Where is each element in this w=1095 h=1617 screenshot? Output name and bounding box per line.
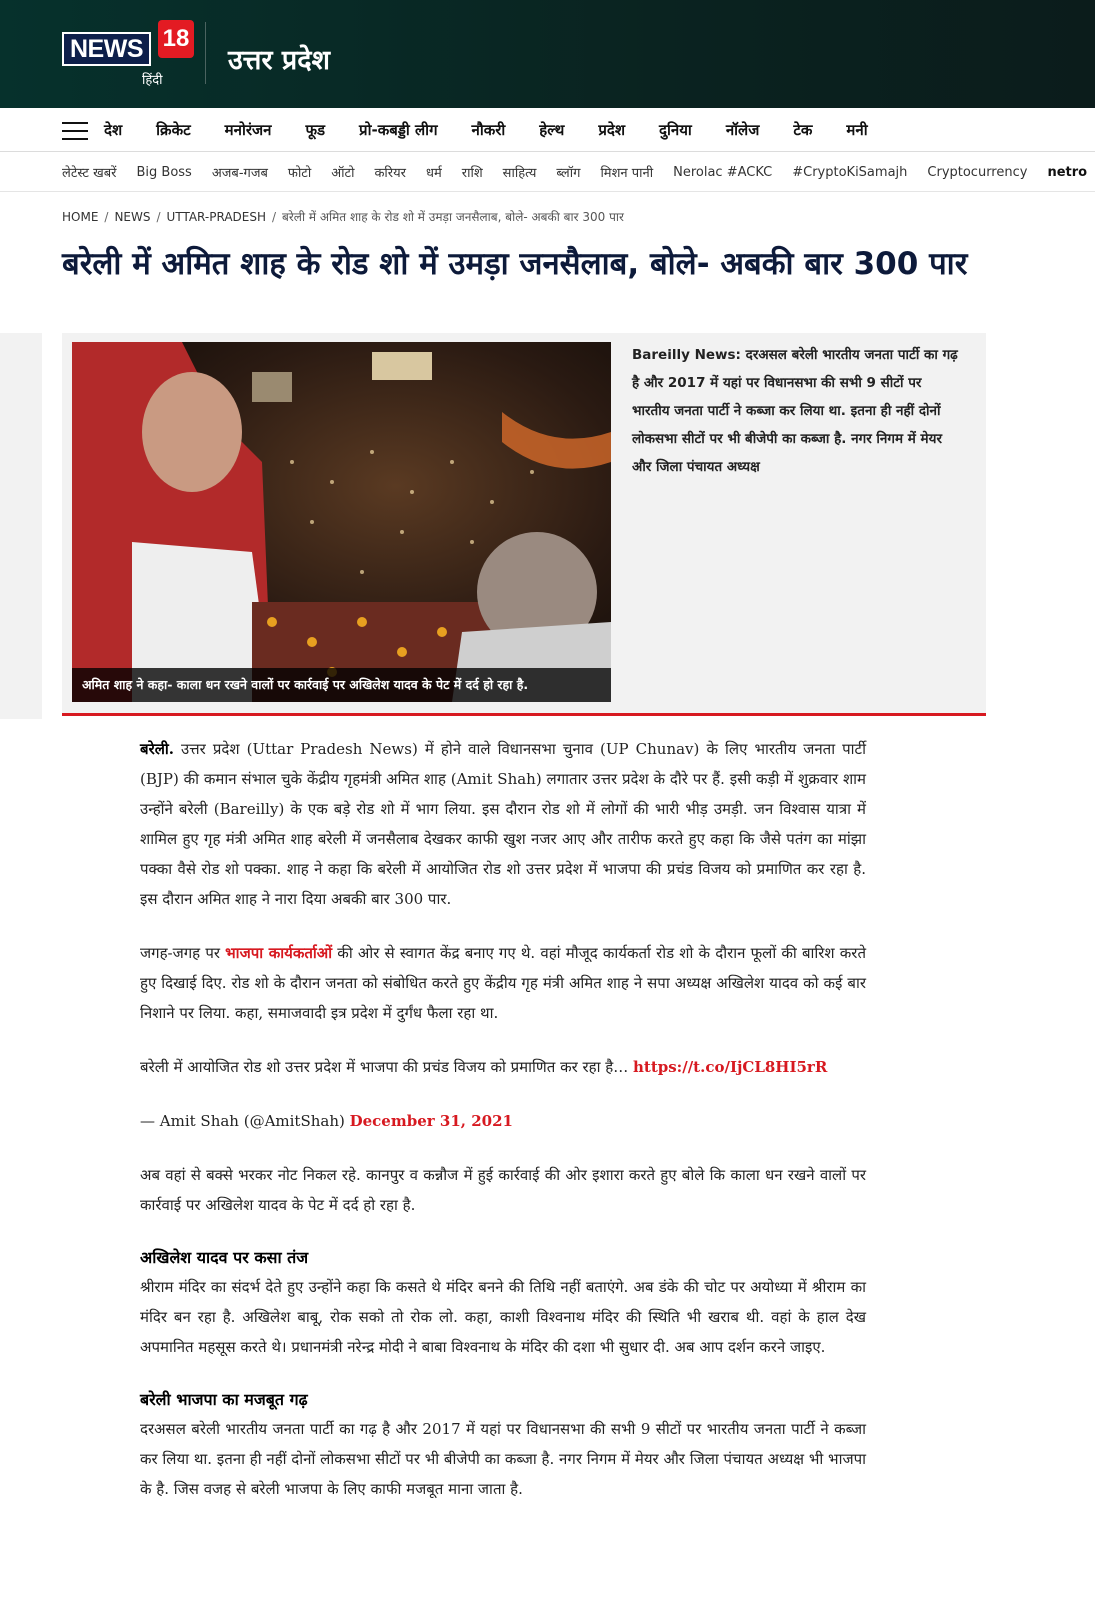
tweet-link[interactable]: https://t.co/IjCL8HI5rR xyxy=(632,1058,828,1076)
logo-hindi-text: हिंदी xyxy=(142,73,163,88)
nav-item[interactable]: मनोरंजन xyxy=(224,121,272,139)
secondary-nav-item[interactable]: राशि xyxy=(461,166,483,181)
paragraph-1 xyxy=(140,734,866,914)
secondary-nav-item[interactable]: अजब-गजब xyxy=(211,166,268,181)
secondary-nav-item[interactable]: धर्म xyxy=(425,166,442,181)
subheading-2-text: दरअसल बरेली भारतीय जनता पार्टी का गढ़ है और 2017 में यहां पर विधानसभा की सभी 9 सीटों पर भारतीय जनता पार्टी ने कब्जा कर लिया था. इतना ही नहीं दोनों लोकसभा सीटों पर भी बीजेपी का कब्जा है. नगर निगम में मेयर और जिला पंचायत अध्यक्ष भी भाजपा के है. जिस वजह से बरेली भाजपा के लिए काफी मजबूत माना जाता है. xyxy=(140,1420,866,1498)
news18-logo[interactable] xyxy=(62,20,192,88)
secondary-nav-item[interactable]: मिशन पानी xyxy=(600,166,654,181)
main-nav-items xyxy=(104,108,902,152)
nav-item[interactable]: हेल्थ xyxy=(539,121,565,139)
nav-item[interactable]: क्रिकेट xyxy=(156,121,191,139)
article-headline: बरेली में अमित शाह के रोड शो में उमड़ा जनसैलाब, बोले- अबकी बार 300 पार xyxy=(62,246,968,282)
secondary-nav-item[interactable]: करियर xyxy=(374,166,406,181)
hero-image[interactable] xyxy=(72,342,611,702)
nav-item[interactable]: प्रदेश xyxy=(598,121,626,139)
secondary-nav-item[interactable]: साहित्य xyxy=(502,166,537,181)
hero-side-strip xyxy=(0,333,42,719)
nav-item[interactable]: फूड xyxy=(305,121,326,139)
header-divider xyxy=(205,22,206,84)
breadcrumb xyxy=(62,208,624,225)
bjp-workers-link[interactable]: भाजपा कार्यकर्ताओं xyxy=(225,944,333,962)
tweet-author: — Amit Shah (@AmitShah) xyxy=(140,1112,350,1130)
dateline: बरेली. xyxy=(140,740,174,758)
section-title[interactable]: उत्तर प्रदेश xyxy=(228,45,330,76)
article-body xyxy=(140,734,866,1528)
hero-divider-line xyxy=(62,713,986,716)
breadcrumb-separator: / xyxy=(104,209,109,224)
hero-caption: अमित शाह ने कहा- काला धन रखने वालों पर कार्रवाई पर अखिलेश यादव के पेट में दर्द हो रहा है. xyxy=(72,668,611,702)
breadcrumb-current: बरेली में अमित शाह के रोड शो में उमड़ा जनसैलाब, बोले- अबकी बार 300 पार xyxy=(282,210,624,224)
nav-item[interactable]: देश xyxy=(104,121,123,139)
tweet-date-link[interactable]: December 31, 2021 xyxy=(349,1112,513,1130)
logo-news-text: NEWS xyxy=(62,32,151,66)
nav-item[interactable]: दुनिया xyxy=(659,121,692,139)
secondary-nav-item[interactable]: Nerolac #ACKC xyxy=(673,164,773,180)
paragraph-2-start: जगह-जगह पर xyxy=(140,944,226,962)
secondary-nav-item[interactable]: ऑटो xyxy=(331,166,355,181)
secondary-nav-items xyxy=(62,152,1095,192)
nav-item[interactable]: नॉलेज xyxy=(725,121,760,139)
secondary-nav-item[interactable]: #CryptoKiSamajh xyxy=(792,164,908,180)
hero-photo-illustration xyxy=(72,342,611,702)
subheading-2: बरेली भाजपा का मजबूत गढ़ xyxy=(140,1390,308,1409)
nav-item[interactable]: नौकरी xyxy=(471,121,506,139)
tweet-text: बरेली में आयोजित रोड शो उत्तर प्रदेश में भाजपा की प्रचंड विजय को प्रमाणित कर रहा है… xyxy=(140,1058,633,1076)
breadcrumb-section[interactable]: UTTAR-PRADESH xyxy=(166,209,266,224)
secondary-nav-item[interactable]: netro xyxy=(1047,164,1088,180)
hero-block xyxy=(62,333,986,713)
paragraph-2 xyxy=(140,938,866,1028)
breadcrumb-news[interactable]: NEWS xyxy=(114,209,151,224)
site-header xyxy=(0,0,1095,108)
paragraph-1-text: उत्तर प्रदेश (Uttar Pradesh News) में होने वाले विधानसभा चुनाव (UP Chunav) के लिए भारतीय जनता पार्टी (BJP) की कमान संभाल चुके केंद्रीय गृहमंत्री अमित शाह (Amit Shah) लगातार उत्तर प्रदेश के दौरे पर हैं. इसी कड़ी में शुक्रवार शाम उन्होंने बरेली (Bareilly) के एक बड़े रोड शो में भाग लिया. इस दौरान रोड शो में लोगों की भारी भीड़ उमड़ी. जन विश्वास यात्रा में शामिल हुए गृह मंत्री अमित शाह बरेली में जनसैलाब देखकर काफी खुश नजर आए और तारीफ करते हुए कहा कि जैसे पतंग का मांझा पक्का वैसे रोड शो पक्का. शाह ने कहा कि बरेली में आयोजित रोड शो उत्तर प्रदेश में भाजपा की प्रचंड विजय को प्रमाणित कर रहा है. इस दौरान अमित शाह ने नारा दिया अबकी बार 300 पार. xyxy=(140,740,866,908)
nav-item[interactable]: टेक xyxy=(793,121,813,139)
nav-item[interactable]: मनी xyxy=(846,121,868,139)
breadcrumb-separator: / xyxy=(156,209,161,224)
main-nav xyxy=(0,108,1095,152)
article-summary: Bareilly News: दरअसल बरेली भारतीय जनता पार्टी का गढ़ है और 2017 में यहां पर विधानसभा की सभी 9 सीटों पर भारतीय जनता पार्टी ने कब्जा कर लिया था. इतना ही नहीं दोनों लोकसभा सीटों पर भी बीजेपी का कब्जा है. नगर निगम में मेयर और जिला पंचायत अध्यक्ष xyxy=(632,347,958,475)
secondary-nav-item[interactable]: ब्लॉग xyxy=(556,166,581,181)
secondary-nav-item[interactable]: Big Boss xyxy=(136,164,192,180)
secondary-nav-item[interactable]: फोटो xyxy=(287,166,312,181)
hamburger-icon[interactable] xyxy=(62,122,88,140)
breadcrumb-home[interactable]: HOME xyxy=(62,209,99,224)
logo-18-badge: 18 xyxy=(158,20,194,58)
paragraph-3: अब वहां से बक्से भरकर नोट निकल रहे. कानपुर व कन्नौज में हुई कार्रवाई की ओर इशारा करते हुए बोले कि काला धन रखने वालों पर कार्रवाई पर अखिलेश यादव के पेट में दर्द हो रहा है. xyxy=(140,1166,866,1214)
secondary-nav-item[interactable]: लेटेस्ट खबरें xyxy=(62,166,117,181)
subheading-1: अखिलेश यादव पर कसा तंज xyxy=(140,1248,309,1267)
subheading-1-text: श्रीराम मंदिर का संदर्भ देते हुए उन्होंने कहा कि कसते थे मंदिर बनने की तिथि नहीं बताएंगे. अब डंके की चोट पर अयोध्या में श्रीराम का मंदिर बन रहा है. अखिलेश बाबू, रोक सको तो रोक लो. कहा, काशी विश्वनाथ मंदिर की स्थिति भी खराब थी. वहां के हाल देख अपमानित महसूस करते थे। प्रधानमंत्री नरेन्द्र मोदी ने बाबा विश्वनाथ के मंदिर की दशा भी सुधार दी. अब आप दर्शन करने जाइए. xyxy=(140,1278,866,1356)
paragraph-2-end: की ओर से स्वागत केंद्र बनाए गए थे. वहां मौजूद कार्यकर्ता रोड शो के दौरान फूलों की बारिश करते हुए दिखाई दिए. रोड शो के दौरान जनता को संबोधित करते हुए केंद्रीय गृह मंत्री अमित शाह ने सपा अध्यक्ष अखिलेश यादव को कई बार निशाने पर लिया. कहा, समाजवादी इत्र प्रदेश में दुर्गंध फैला रहा था. xyxy=(140,944,866,1022)
embedded-tweet-attribution xyxy=(140,1106,866,1136)
breadcrumb-separator: / xyxy=(272,209,277,224)
secondary-nav-item[interactable]: Cryptocurrency xyxy=(927,164,1028,180)
secondary-nav xyxy=(0,152,1095,192)
embedded-tweet-text xyxy=(140,1052,866,1082)
nav-item[interactable]: प्रो-कबड्डी लीग xyxy=(359,121,438,139)
